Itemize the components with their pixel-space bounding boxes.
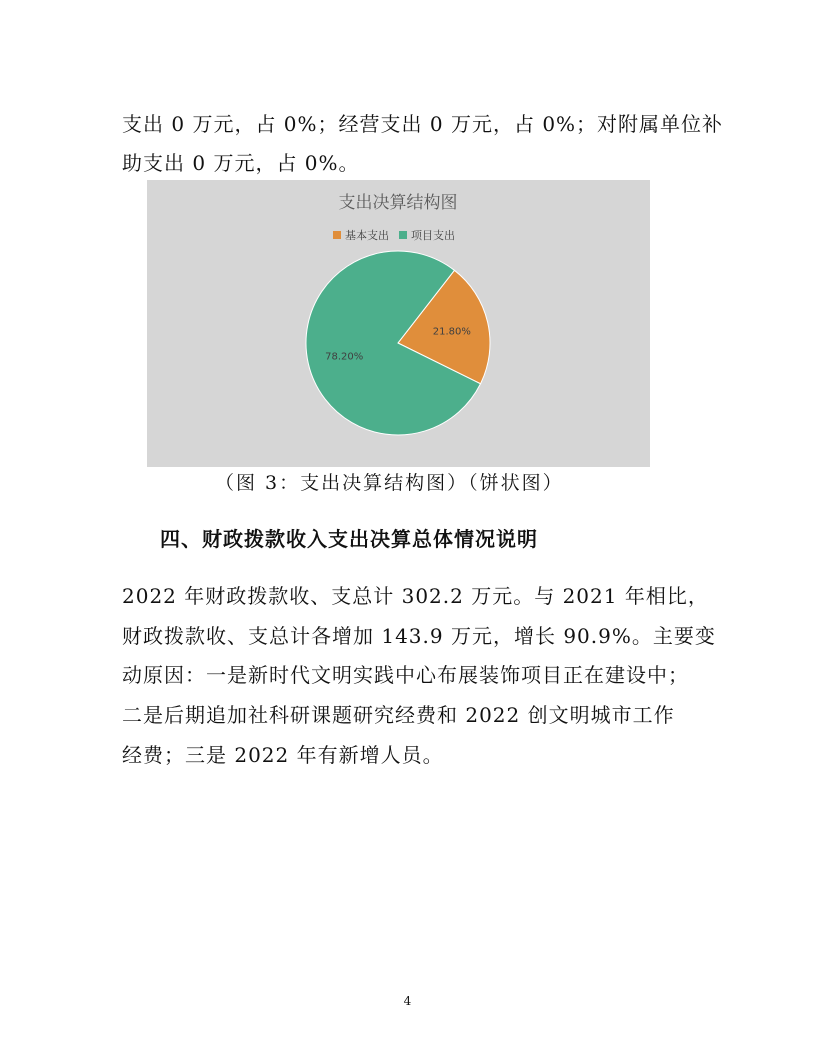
section-heading: 四、财政拨款收入支出决算总体情况说明: [160, 527, 538, 551]
paragraph-line: 助支出 0 万元，占 0%。: [122, 151, 360, 175]
legend-label: 基本支出: [345, 229, 389, 242]
pie-slices: [306, 251, 490, 435]
pie-data-label: 21.80%: [432, 326, 471, 338]
body-line: 动原因：一是新时代文明实践中心布展装饰项目正在建设中；: [122, 663, 689, 687]
body-line: 经费；三是 2022 年有新增人员。: [122, 743, 444, 767]
body-line: 财政拨款收、支总计各增加 143.9 万元，增长 90.9%。主要变: [122, 624, 716, 648]
page-number: 4: [403, 994, 412, 1008]
legend-swatch: [399, 231, 407, 239]
figure-caption: （图 3：支出决算结构图）（饼状图）: [215, 472, 564, 494]
pie-chart: [147, 180, 650, 467]
chart-legend: [333, 228, 455, 242]
pie-chart-svg: [147, 180, 650, 467]
chart-title: 支出决算结构图: [338, 193, 458, 213]
body-line: 二是后期追加社科研课题研究经费和 2022 创文明城市工作: [122, 703, 675, 727]
pie-data-label: 78.20%: [325, 351, 364, 363]
body-line: 2022 年财政拨款收、支总计 302.2 万元。与 2021 年相比，: [122, 584, 709, 608]
legend-swatch: [333, 231, 341, 239]
paragraph-line: 支出 0 万元，占 0%；经营支出 0 万元，占 0%；对附属单位补: [122, 112, 724, 136]
legend-label: 项目支出: [411, 229, 455, 242]
